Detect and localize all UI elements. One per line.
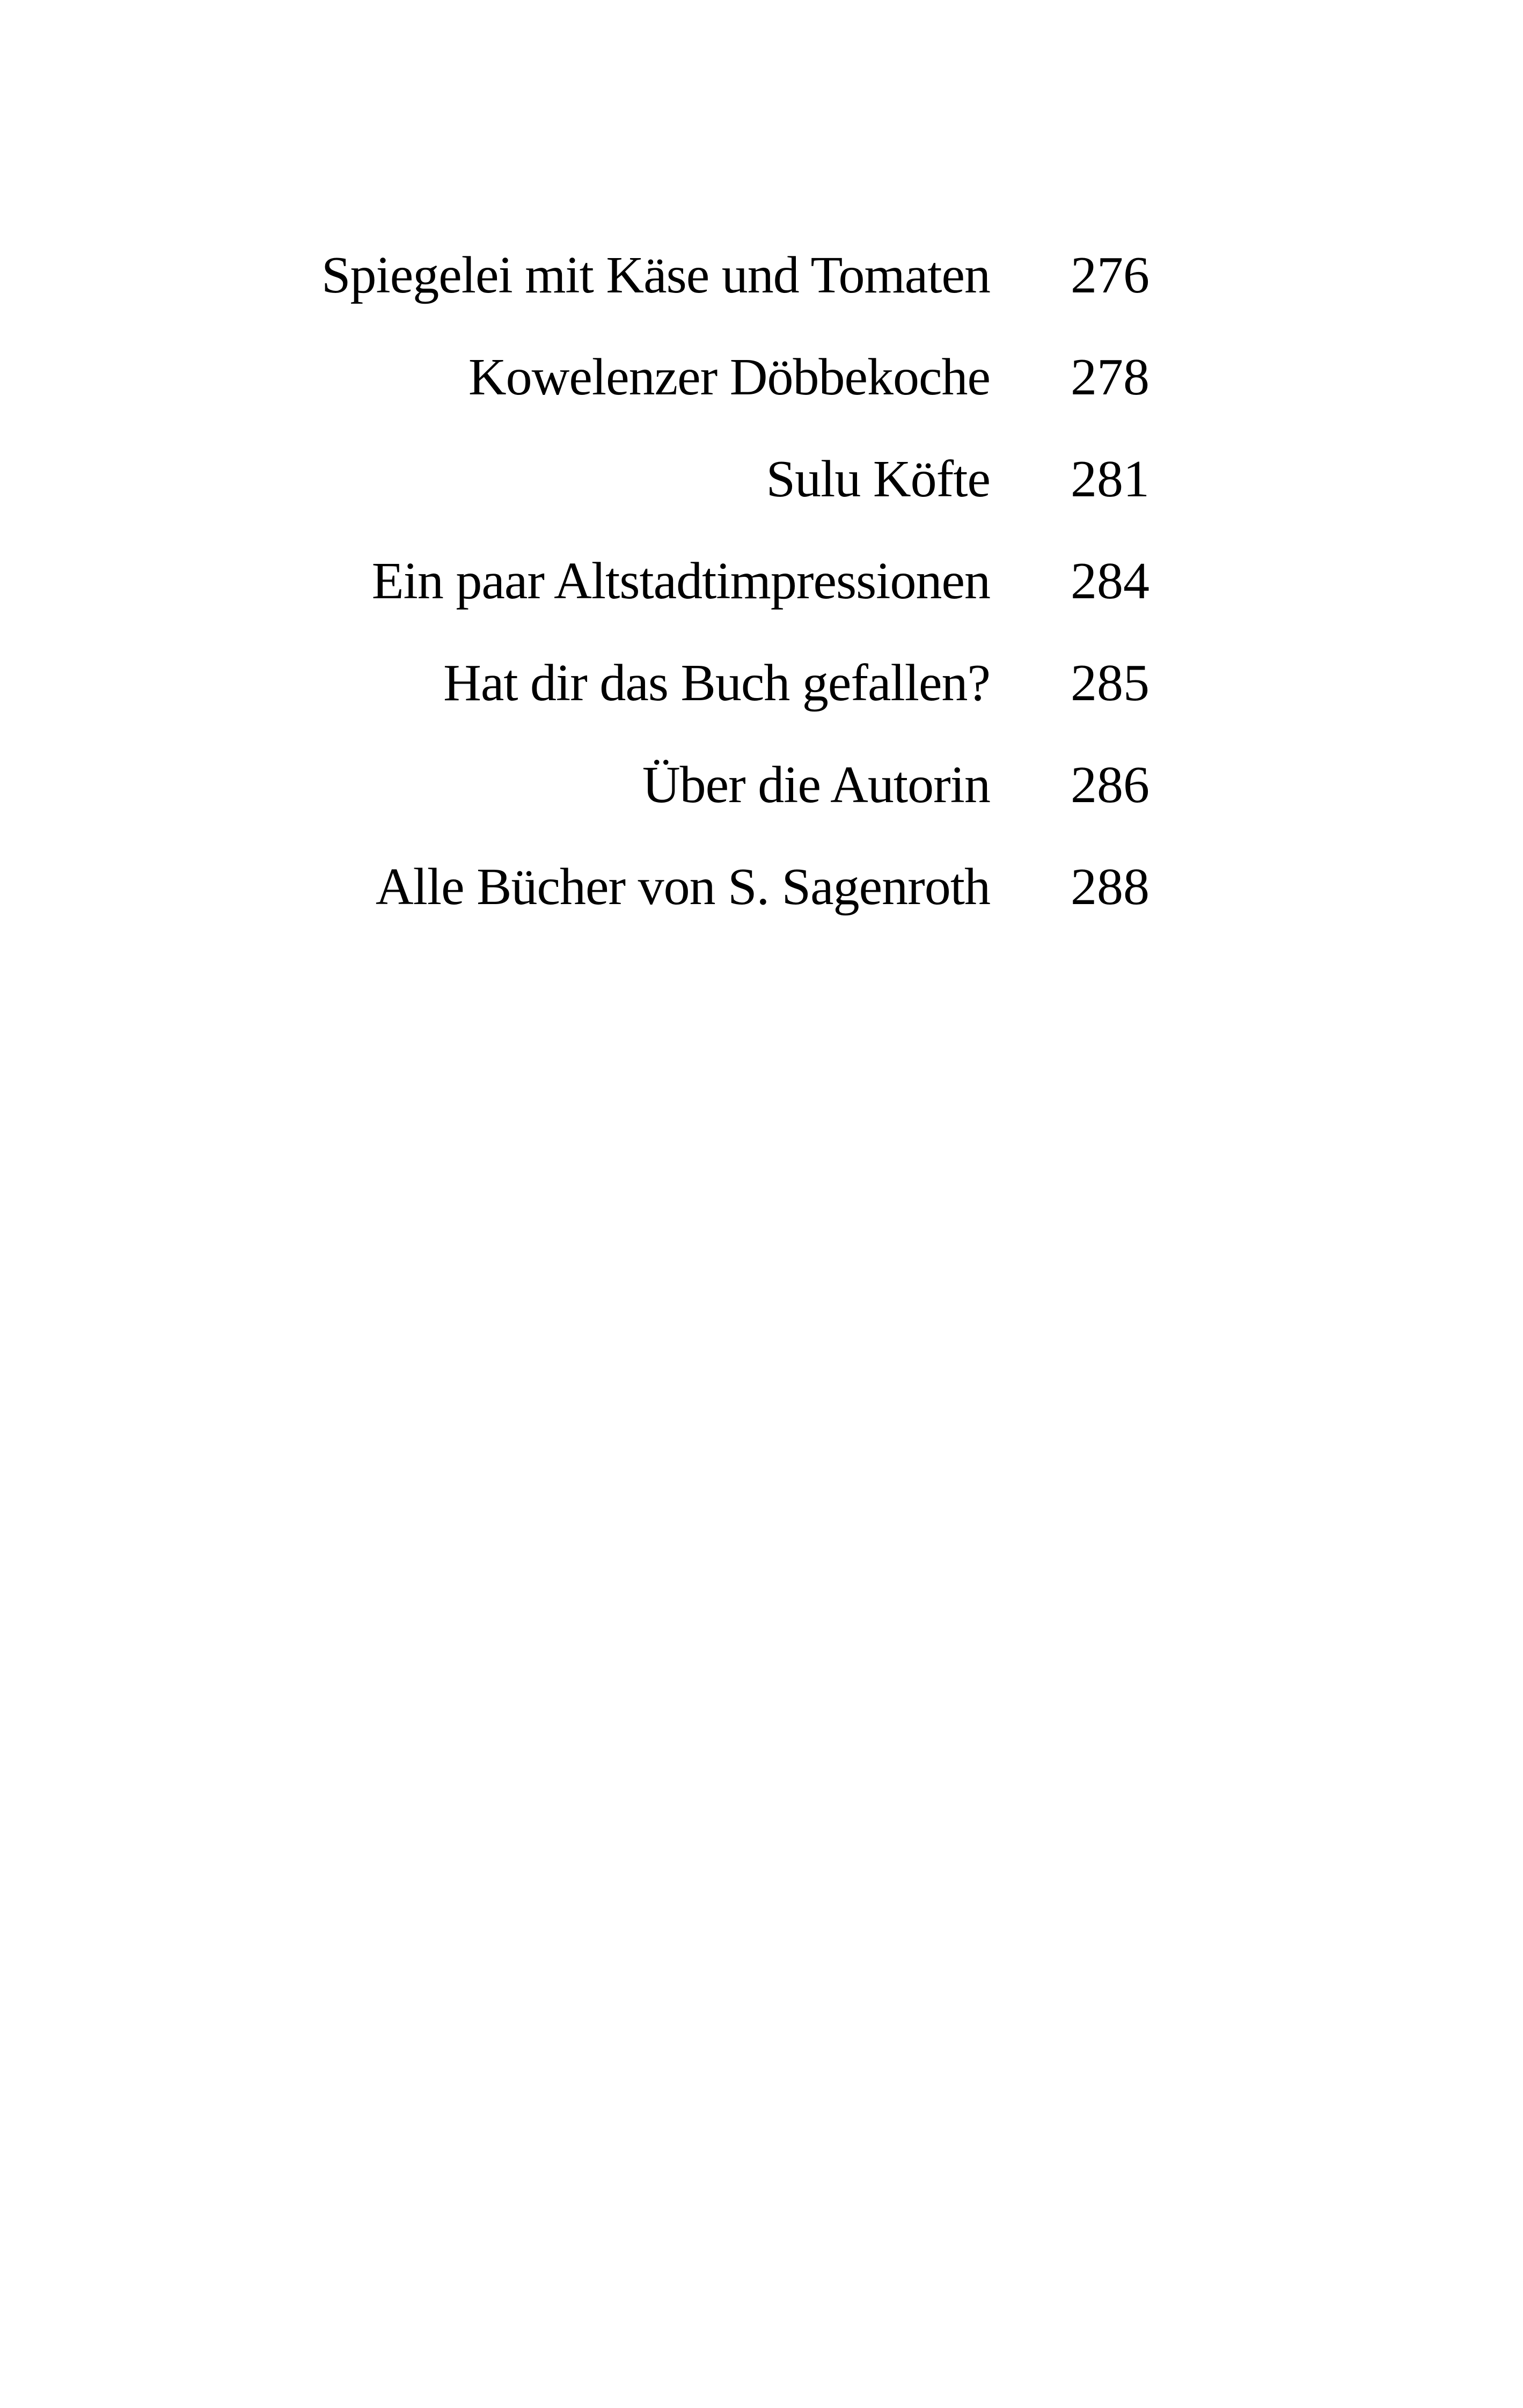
toc-entry-page: 288 (1071, 858, 1149, 916)
toc-row (0, 326, 1523, 428)
toc-row (0, 632, 1523, 734)
toc-row (0, 530, 1523, 632)
toc-entry-title: Ein paar Altstadtimpressionen (371, 552, 990, 610)
toc-entry-page: 286 (1071, 756, 1149, 814)
toc-list (0, 224, 1523, 938)
toc-entry-page: 278 (1071, 348, 1149, 406)
toc-entry-title: Hat dir das Buch gefallen? (443, 654, 990, 712)
toc-entry-page: 276 (1071, 246, 1149, 304)
toc-entry-title: Über die Autorin (642, 756, 990, 814)
toc-entry-page: 284 (1071, 552, 1149, 610)
toc-row (0, 836, 1523, 938)
toc-entry-title: Alle Bücher von S. Sagenroth (375, 858, 990, 916)
toc-entry-page: 285 (1071, 654, 1149, 712)
toc-entry-page: 281 (1071, 450, 1149, 508)
toc-row (0, 734, 1523, 836)
toc-entry-title: Sulu Köfte (766, 450, 990, 508)
toc-entry-title: Kowelenzer Döbbekoche (468, 348, 990, 406)
toc-row (0, 428, 1523, 530)
toc-entry-title: Spiegelei mit Käse und Tomaten (321, 246, 990, 304)
toc-row (0, 224, 1523, 326)
